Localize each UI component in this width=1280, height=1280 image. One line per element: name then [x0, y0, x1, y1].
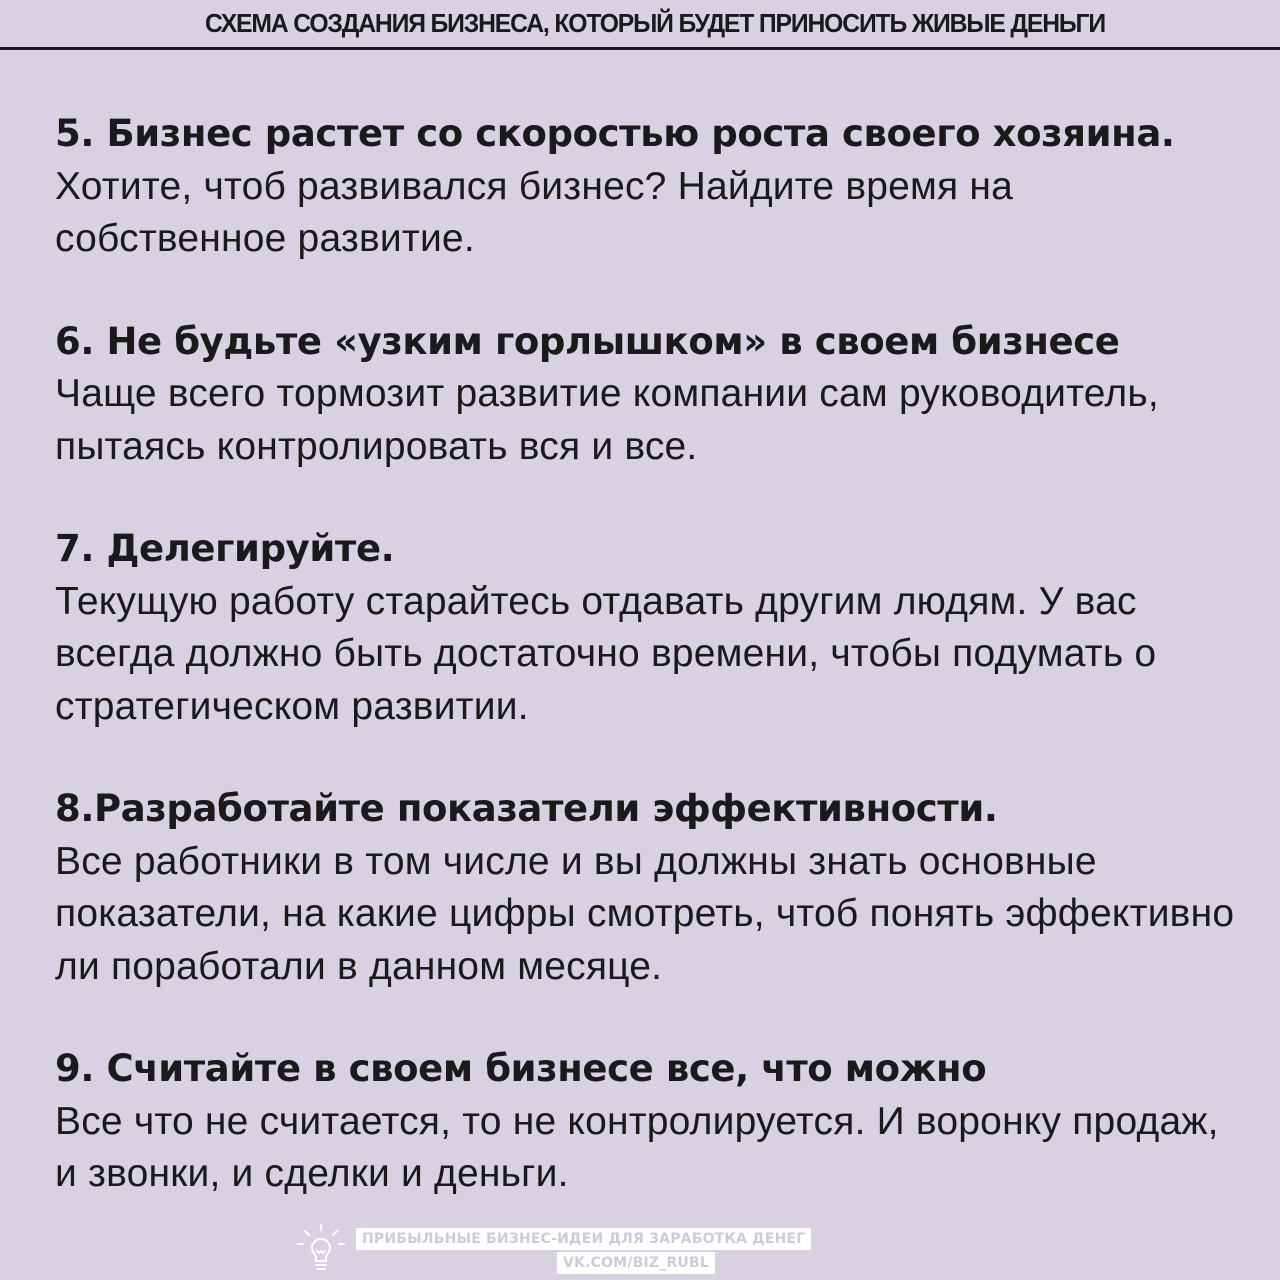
section-body: Текущую работу старайтесь отдавать другим людям. У вас всегда должно быть достаточно времени, чтобы подумать о стратегическом развитии.	[55, 579, 1157, 728]
section-body: Чаще всего тормозит развитие компании сам руководитель, пытаясь контролировать вся и все.	[55, 372, 1159, 468]
footer-link[interactable]: VK.COM/BIZ_RUBL	[557, 1252, 715, 1274]
section-heading: 7. Делегируйте.	[55, 527, 395, 570]
section-8	[55, 783, 1235, 993]
section-body: Хотите, чтоб развивался бизнес? Найдите время на собственное развитие.	[55, 164, 1014, 260]
section-5	[55, 108, 1235, 266]
header-divider	[0, 47, 1280, 50]
lightbulb-icon	[292, 1222, 350, 1277]
section-heading: 8.Разработайте показатели эффективности.	[55, 787, 998, 830]
section-heading: 6. Не будьте «узким горлышком» в своем бизнесе	[55, 319, 1120, 363]
section-6	[55, 316, 1235, 474]
section-heading: 9. Считайте в своем бизнесе все, что можно	[55, 1047, 987, 1090]
page-title: СХЕМА СОЗДАНИЯ БИЗНЕСА, КОТОРЫЙ БУДЕТ ПРИНОСИТЬ ЖИВЫЕ ДЕНЬГИ	[204, 8, 1106, 38]
section-7	[55, 523, 1235, 733]
footer-tagline: ПРИБЫЛЬНЫЕ БИЗНЕС-ИДЕИ ДЛЯ ЗАРАБОТКА ДЕНЕГ	[356, 1228, 811, 1250]
section-body: Все работники в том числе и вы должны знать основные показатели, на какие цифры смотреть, чтоб понять эффективно ли поработали в данном месяце.	[55, 839, 1235, 988]
section-body: Все что не считается, то не контролируется. И воронку продаж, и звонки, и сделки и деньги.	[55, 1099, 1219, 1195]
section-9	[55, 1043, 1235, 1201]
content	[55, 108, 1235, 1251]
section-heading: 5. Бизнес растет со скоростью роста своего хозяина.	[55, 112, 1175, 155]
footer	[292, 1222, 992, 1277]
header	[0, 0, 1280, 50]
